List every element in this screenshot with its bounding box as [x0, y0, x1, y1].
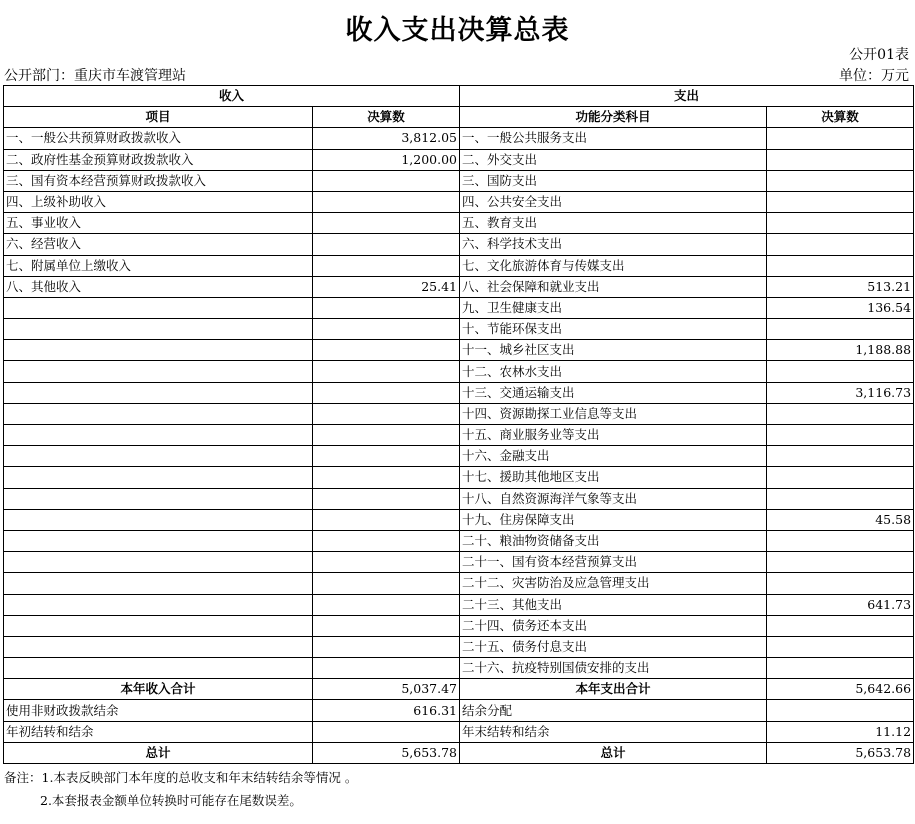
expense-value-cell — [767, 658, 914, 679]
item-column-header: 项目 — [4, 107, 313, 128]
expense-value-cell: 1,188.88 — [767, 340, 914, 361]
table-row — [4, 403, 914, 424]
carryover-row — [4, 721, 914, 742]
expense-item-cell: 二十五、债务付息支出 — [460, 636, 767, 657]
expense-value-cell — [767, 530, 914, 551]
income-item-cell: 五、事业收入 — [4, 213, 313, 234]
table-row — [4, 340, 914, 361]
income-value-cell: 1,200.00 — [313, 149, 460, 170]
income-value-cell — [313, 530, 460, 551]
non-fiscal-row — [4, 700, 914, 721]
income-value-cell — [313, 573, 460, 594]
income-expense-table — [3, 85, 914, 764]
table-row — [4, 509, 914, 530]
expense-item-cell: 十七、援助其他地区支出 — [460, 467, 767, 488]
amount2-column-header: 决算数 — [767, 107, 914, 128]
expense-item-cell: 二十二、灾害防治及应急管理支出 — [460, 573, 767, 594]
end-carryover-label: 年末结转和结余 — [460, 721, 767, 742]
expense-item-cell: 二十四、债务还本支出 — [460, 615, 767, 636]
section-header-row — [4, 86, 914, 107]
expense-value-cell — [767, 552, 914, 573]
income-item-cell — [4, 615, 313, 636]
income-value-cell — [313, 170, 460, 191]
expense-value-cell — [767, 234, 914, 255]
expense-item-cell: 十一、城乡社区支出 — [460, 340, 767, 361]
income-value-cell — [313, 340, 460, 361]
expense-value-cell — [767, 149, 914, 170]
income-item-cell — [4, 573, 313, 594]
department-label: 公开部门：重庆市车渡管理站 — [4, 68, 186, 84]
income-item-cell — [4, 488, 313, 509]
income-value-cell — [313, 446, 460, 467]
income-value-cell — [313, 382, 460, 403]
table-row — [4, 234, 914, 255]
note-2: 2.本套报表金额单位转换时可能存在尾数误差。 — [40, 793, 302, 808]
expense-item-cell: 六、科学技术支出 — [460, 234, 767, 255]
unit-label: 单位：万元 — [839, 68, 909, 84]
expense-value-cell — [767, 615, 914, 636]
income-item-cell — [4, 467, 313, 488]
table-row — [4, 446, 914, 467]
income-value-cell — [313, 658, 460, 679]
income-item-cell — [4, 340, 313, 361]
non-fiscal-label: 使用非财政拨款结余 — [4, 700, 313, 721]
func-class-column-header: 功能分类科目 — [460, 107, 767, 128]
expense-value-cell: 45.58 — [767, 509, 914, 530]
expense-value-cell — [767, 170, 914, 191]
expense-total-label: 本年支出合计 — [460, 679, 767, 700]
income-value-cell — [313, 636, 460, 657]
income-value-cell — [313, 488, 460, 509]
income-item-cell: 一、一般公共预算财政拨款收入 — [4, 128, 313, 149]
income-value-cell — [313, 213, 460, 234]
income-value-cell — [313, 403, 460, 424]
expense-value-cell — [767, 191, 914, 212]
table-row — [4, 276, 914, 297]
income-value-cell — [313, 509, 460, 530]
expense-item-cell: 十八、自然资源海洋气象等支出 — [460, 488, 767, 509]
column-header-row — [4, 107, 914, 128]
income-value-cell — [313, 234, 460, 255]
table-row — [4, 149, 914, 170]
form-number: 公开01表 — [849, 47, 909, 63]
income-item-cell — [4, 297, 313, 318]
table-row — [4, 636, 914, 657]
income-item-cell: 二、政府性基金预算财政拨款收入 — [4, 149, 313, 170]
income-item-cell — [4, 382, 313, 403]
table-row — [4, 594, 914, 615]
income-value-cell — [313, 467, 460, 488]
expense-item-cell: 九、卫生健康支出 — [460, 297, 767, 318]
expense-item-cell: 四、公共安全支出 — [460, 191, 767, 212]
table-row — [4, 361, 914, 382]
amount-column-header: 决算数 — [313, 107, 460, 128]
income-item-cell — [4, 403, 313, 424]
expense-value-cell — [767, 213, 914, 234]
income-item-cell — [4, 552, 313, 573]
expense-value-cell: 3,116.73 — [767, 382, 914, 403]
grand-income-label: 总计 — [4, 742, 313, 763]
income-total-value: 5,037.47 — [313, 679, 460, 700]
note-1: 备注：1.本表反映部门本年度的总收支和年末结转结余等情况 。 — [4, 770, 358, 785]
income-item-cell — [4, 446, 313, 467]
expense-value-cell — [767, 488, 914, 509]
expense-item-cell: 二十三、其他支出 — [460, 594, 767, 615]
income-value-cell — [313, 255, 460, 276]
table-row — [4, 425, 914, 446]
non-fiscal-value: 616.31 — [313, 700, 460, 721]
expense-item-cell: 十五、商业服务业等支出 — [460, 425, 767, 446]
income-value-cell: 3,812.05 — [313, 128, 460, 149]
table-row — [4, 213, 914, 234]
income-item-cell: 四、上级补助收入 — [4, 191, 313, 212]
table-row — [4, 573, 914, 594]
income-item-cell — [4, 425, 313, 446]
table-row — [4, 615, 914, 636]
grand-expense-value: 5,653.78 — [767, 742, 914, 763]
grand-total-row — [4, 742, 914, 763]
expense-item-cell: 二十一、国有资本经营预算支出 — [460, 552, 767, 573]
expense-value-cell — [767, 128, 914, 149]
income-item-cell — [4, 509, 313, 530]
expense-value-cell — [767, 446, 914, 467]
expense-item-cell: 十四、资源勘探工业信息等支出 — [460, 403, 767, 424]
expense-item-cell: 十九、住房保障支出 — [460, 509, 767, 530]
table-row — [4, 170, 914, 191]
income-section-header: 收入 — [4, 86, 460, 107]
expense-value-cell — [767, 403, 914, 424]
income-value-cell — [313, 191, 460, 212]
table-row — [4, 382, 914, 403]
income-item-cell: 三、国有资本经营预算财政拨款收入 — [4, 170, 313, 191]
income-value-cell — [313, 552, 460, 573]
table-row — [4, 255, 914, 276]
expense-value-cell — [767, 467, 914, 488]
income-value-cell: 25.41 — [313, 276, 460, 297]
expense-value-cell — [767, 255, 914, 276]
table-row — [4, 658, 914, 679]
income-value-cell — [313, 297, 460, 318]
page-title: 收入支出决算总表 — [345, 15, 570, 46]
expense-value-cell — [767, 636, 914, 657]
expense-item-cell: 二、外交支出 — [460, 149, 767, 170]
expense-value-cell: 513.21 — [767, 276, 914, 297]
table-row — [4, 552, 914, 573]
table-row — [4, 530, 914, 551]
income-item-cell — [4, 636, 313, 657]
expense-section-header: 支出 — [460, 86, 914, 107]
income-value-cell — [313, 425, 460, 446]
expense-item-cell: 五、教育支出 — [460, 213, 767, 234]
income-item-cell: 七、附属单位上缴收入 — [4, 255, 313, 276]
expense-value-cell — [767, 361, 914, 382]
table-row — [4, 488, 914, 509]
expense-item-cell: 二十六、抗疫特别国债安排的支出 — [460, 658, 767, 679]
expense-total-value: 5,642.66 — [767, 679, 914, 700]
table-row — [4, 297, 914, 318]
income-item-cell — [4, 658, 313, 679]
surplus-dist-value — [767, 700, 914, 721]
expense-item-cell: 八、社会保障和就业支出 — [460, 276, 767, 297]
expense-item-cell: 十二、农林水支出 — [460, 361, 767, 382]
income-item-cell — [4, 361, 313, 382]
table-row — [4, 191, 914, 212]
expense-value-cell — [767, 425, 914, 446]
expense-value-cell: 641.73 — [767, 594, 914, 615]
expense-value-cell: 136.54 — [767, 297, 914, 318]
expense-item-cell: 一、一般公共服务支出 — [460, 128, 767, 149]
income-item-cell — [4, 319, 313, 340]
expense-item-cell: 十、节能环保支出 — [460, 319, 767, 340]
income-total-label: 本年收入合计 — [4, 679, 313, 700]
expense-item-cell: 七、文化旅游体育与传媒支出 — [460, 255, 767, 276]
expense-item-cell: 十三、交通运输支出 — [460, 382, 767, 403]
table-row — [4, 128, 914, 149]
total-row — [4, 679, 914, 700]
expense-item-cell: 十六、金融支出 — [460, 446, 767, 467]
end-carryover-value: 11.12 — [767, 721, 914, 742]
table-row — [4, 467, 914, 488]
begin-carryover-label: 年初结转和结余 — [4, 721, 313, 742]
income-value-cell — [313, 594, 460, 615]
table-row — [4, 319, 914, 340]
income-item-cell — [4, 594, 313, 615]
income-item-cell: 八、其他收入 — [4, 276, 313, 297]
expense-item-cell: 二十、粮油物资储备支出 — [460, 530, 767, 551]
expense-item-cell: 三、国防支出 — [460, 170, 767, 191]
grand-expense-label: 总计 — [460, 742, 767, 763]
surplus-dist-label: 结余分配 — [460, 700, 767, 721]
expense-value-cell — [767, 573, 914, 594]
expense-value-cell — [767, 319, 914, 340]
income-item-cell: 六、经营收入 — [4, 234, 313, 255]
grand-income-value: 5,653.78 — [313, 742, 460, 763]
income-value-cell — [313, 319, 460, 340]
income-item-cell — [4, 530, 313, 551]
income-value-cell — [313, 361, 460, 382]
income-value-cell — [313, 615, 460, 636]
begin-carryover-value — [313, 721, 460, 742]
